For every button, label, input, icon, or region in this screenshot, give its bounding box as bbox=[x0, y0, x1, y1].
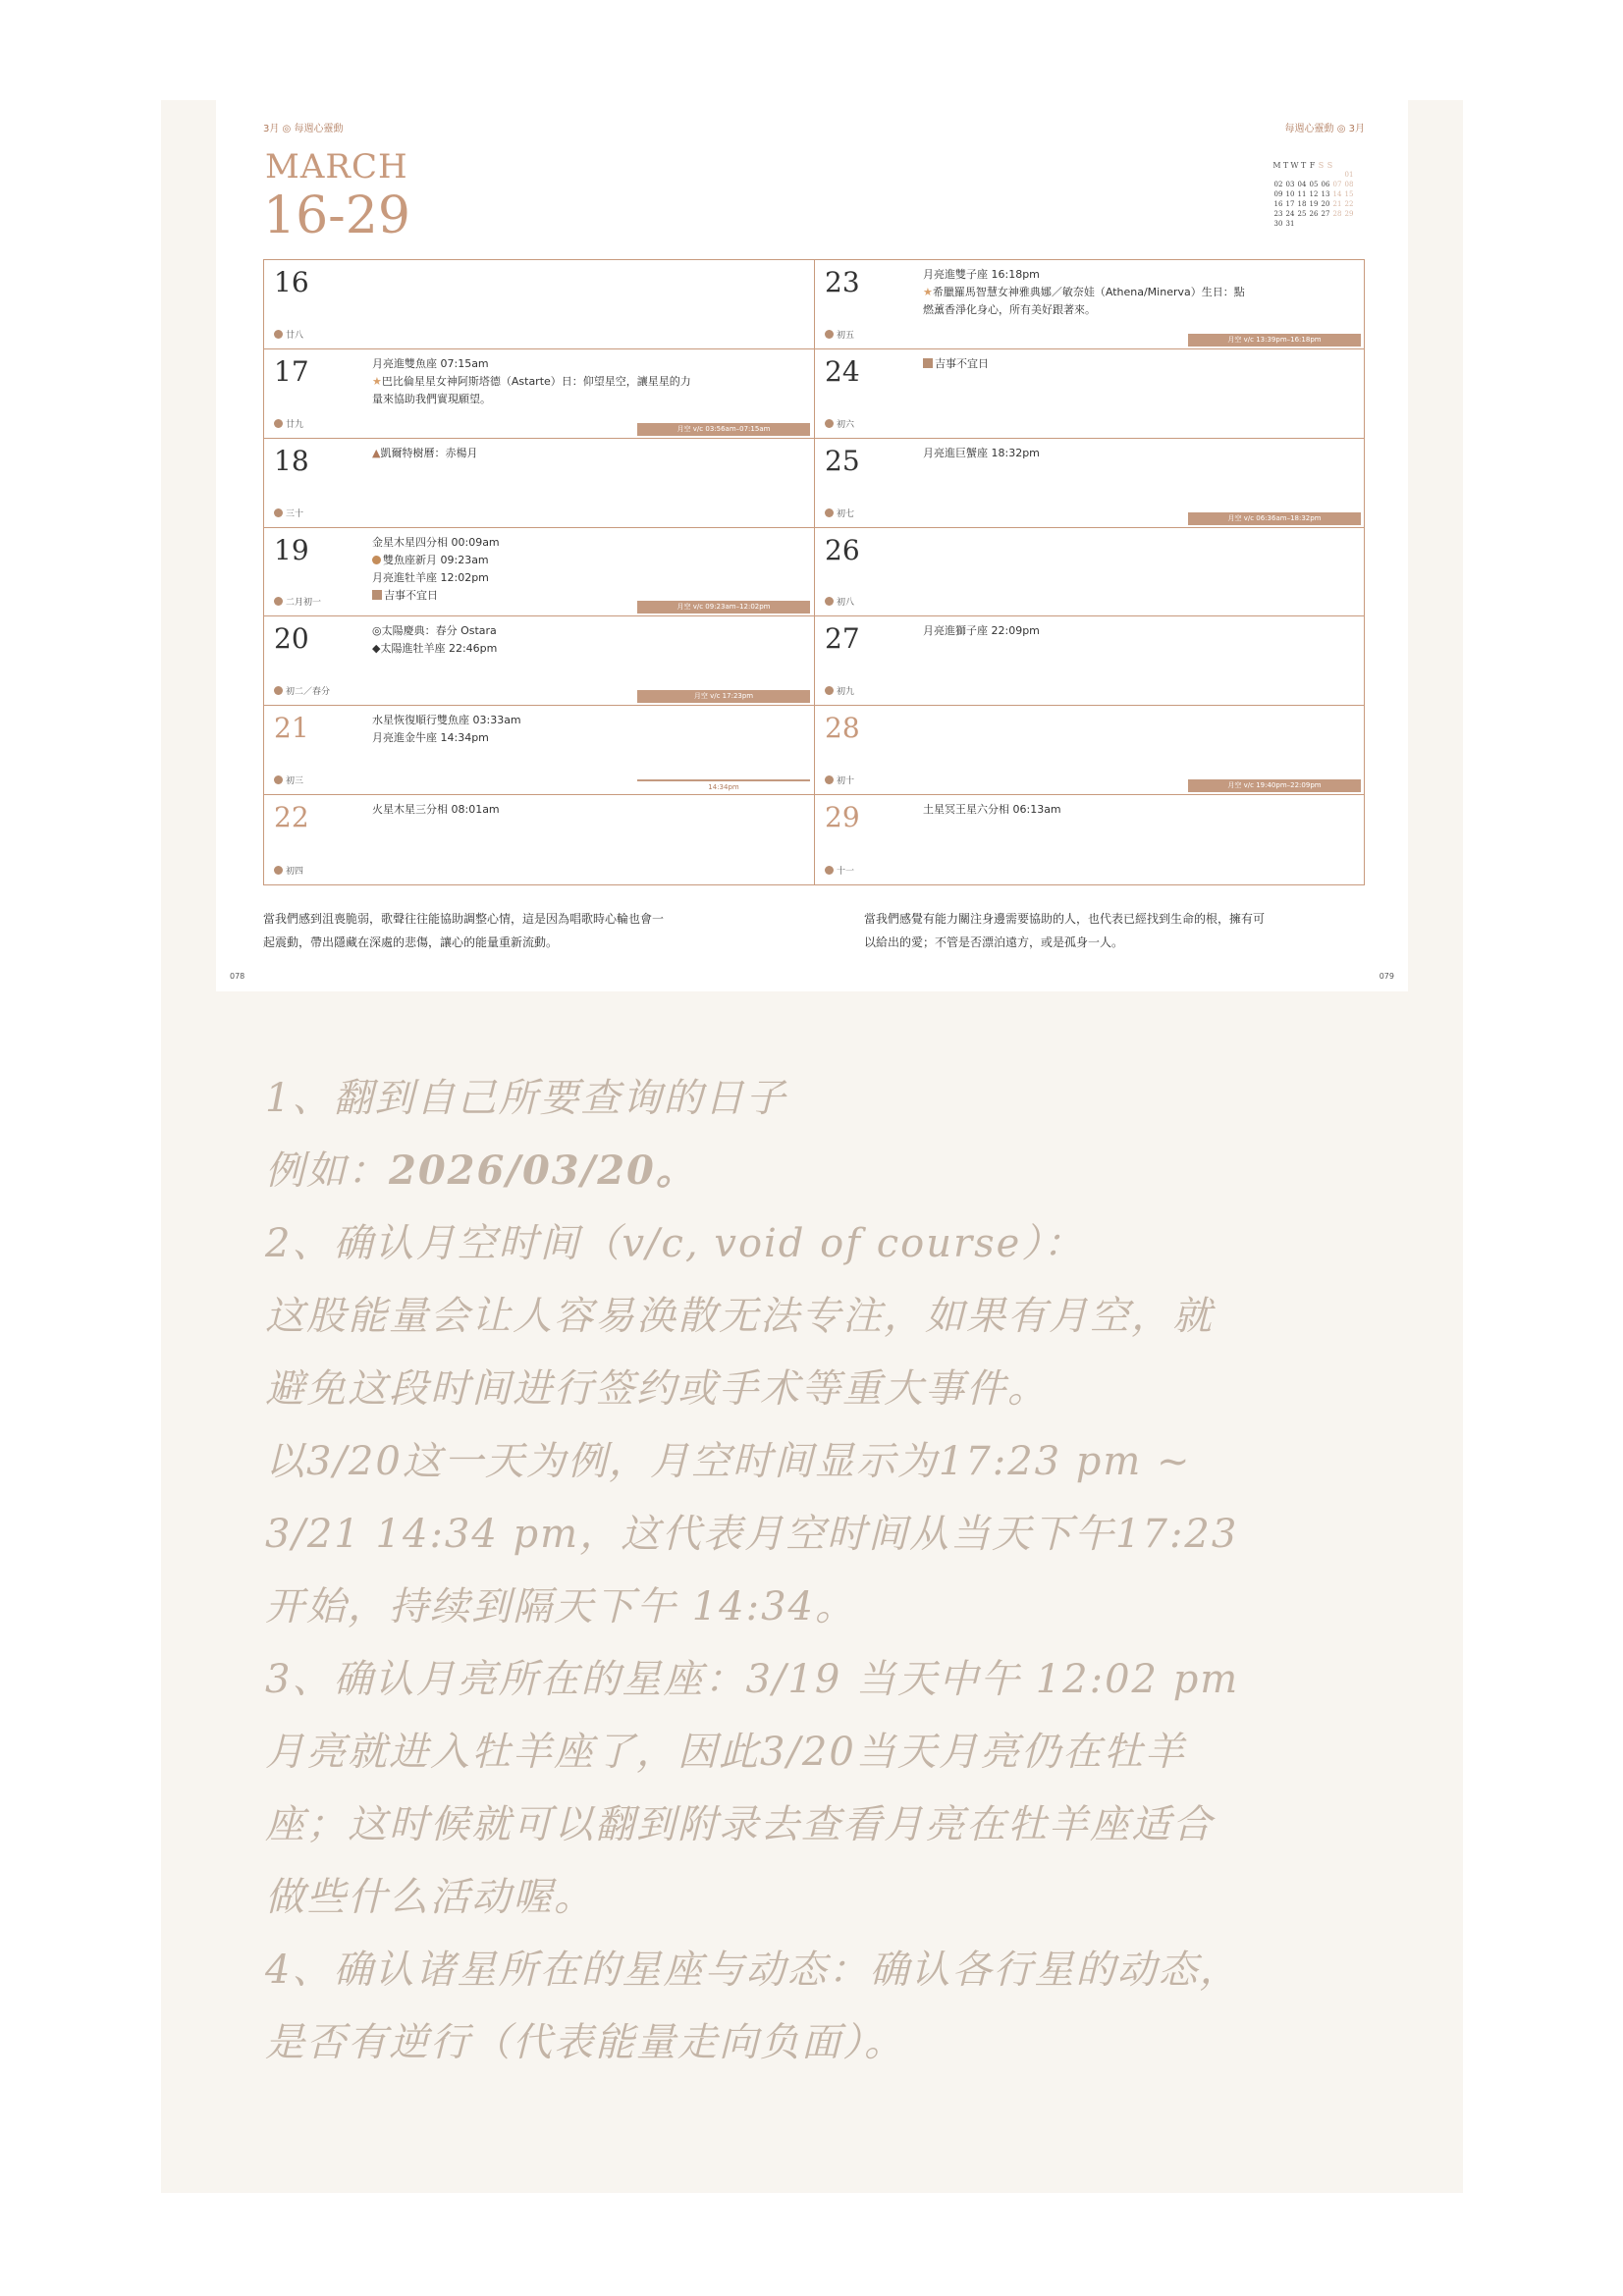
day-number: 26 bbox=[825, 533, 860, 566]
left-column bbox=[264, 260, 815, 884]
instruction-line: 1、翻到自己所要查询的日子 bbox=[265, 1076, 787, 1121]
lunar-label: 廿九 bbox=[286, 419, 304, 430]
event-line: 吉事不宜日 bbox=[372, 587, 784, 605]
lunar-date bbox=[825, 864, 854, 877]
event-list bbox=[372, 801, 784, 819]
instruction-line: 3/21 14:34 pm，这代表月空时间从当天下午17:23 bbox=[265, 1512, 1239, 1557]
mini-calendar-day: 05 bbox=[1309, 181, 1319, 188]
quote-left bbox=[263, 907, 664, 954]
lunar-date bbox=[825, 774, 854, 786]
mini-calendar-day: 17 bbox=[1285, 200, 1295, 208]
day-number: 19 bbox=[274, 533, 309, 566]
event-list bbox=[923, 355, 1335, 373]
instructions bbox=[265, 1062, 1375, 2079]
lunar-label: 初三 bbox=[286, 776, 304, 787]
event-line: ◎太陽慶典：春分 Ostara bbox=[372, 624, 497, 638]
week-grid bbox=[263, 259, 1365, 885]
example-prefix: 例如： bbox=[265, 1148, 389, 1194]
mini-calendar-day bbox=[1272, 170, 1284, 180]
day-number: 21 bbox=[274, 712, 309, 745]
mini-calendar-week bbox=[1272, 199, 1375, 209]
mini-calendar-day bbox=[1331, 170, 1343, 180]
instruction-line: 开始，持续到隔天下午 14:34。 bbox=[265, 1584, 856, 1629]
moon-phase-icon bbox=[825, 866, 834, 875]
event-line: 月亮進雙魚座 07:15am bbox=[372, 356, 489, 370]
moon-phase-icon bbox=[825, 419, 834, 428]
instruction-line: 以3/20这一天为例，月空时间显示为17:23 pm ~ bbox=[265, 1439, 1192, 1484]
weekday-label: M bbox=[1272, 161, 1281, 170]
moon-phase-icon bbox=[825, 330, 834, 339]
weekday-label: W bbox=[1290, 161, 1299, 170]
day-number: 18 bbox=[274, 444, 309, 477]
moon-phase-icon bbox=[825, 775, 834, 784]
day-cell-28 bbox=[815, 706, 1365, 795]
example-date: 2026/03/20。 bbox=[389, 1148, 697, 1194]
event-list bbox=[372, 622, 784, 658]
instruction-line: 月亮就进入牡羊座了，因此3/20当天月亮仍在牡羊 bbox=[265, 1730, 1186, 1775]
void-of-course-bar: 月空 v/c 19:40pm–22:09pm bbox=[1188, 779, 1361, 792]
lunar-label: 初七 bbox=[837, 508, 855, 519]
quote-left-line2: 起震動，帶出隱藏在深處的悲傷，讓心的能量重新流動。 bbox=[263, 935, 559, 949]
moon-phase-icon bbox=[825, 597, 834, 606]
weekday-label: F bbox=[1309, 161, 1316, 170]
lunar-label: 初九 bbox=[837, 687, 855, 698]
event-line: 量來協助我們實現願望。 bbox=[372, 392, 491, 405]
event-line: 雙魚座新月 09:23am bbox=[372, 552, 784, 569]
page-number-left: 078 bbox=[230, 972, 245, 981]
lunar-label: 二月初一 bbox=[286, 598, 322, 609]
mini-calendar-day: 09 bbox=[1273, 190, 1283, 198]
instruction-line: 避免这段时间进行签约或手术等重大事件。 bbox=[265, 1366, 1049, 1412]
moon-phase-icon bbox=[274, 686, 283, 695]
mini-calendar-day: 07 bbox=[1332, 181, 1342, 188]
lunar-date bbox=[825, 684, 854, 697]
event-line: 吉事不宜日 bbox=[923, 355, 1335, 373]
lunar-date bbox=[274, 684, 330, 697]
mini-calendar-day: 18 bbox=[1297, 200, 1307, 208]
mini-calendar-week bbox=[1272, 209, 1375, 219]
day-number: 20 bbox=[274, 622, 309, 656]
lunar-date bbox=[274, 507, 303, 519]
moon-phase-icon bbox=[274, 597, 283, 606]
event-line: ★希臘羅馬智慧女神雅典娜／敏奈娃（Athena/Minerva）生日：點 bbox=[923, 286, 1245, 298]
event-list bbox=[372, 445, 784, 462]
day-number: 24 bbox=[825, 354, 860, 388]
day-number: 28 bbox=[825, 712, 860, 745]
moon-phase-icon bbox=[274, 866, 283, 875]
page-number-right: 079 bbox=[1379, 972, 1394, 981]
event-line: 燃薰香淨化身心，所有美好跟著來。 bbox=[923, 303, 1096, 316]
lunar-date bbox=[274, 595, 321, 608]
mini-calendar-day: 16 bbox=[1273, 200, 1283, 208]
day-cell-16 bbox=[264, 260, 814, 349]
day-cell-25 bbox=[815, 439, 1365, 528]
event-line: ◆太陽進牡羊座 22:46pm bbox=[372, 642, 498, 656]
quote-right bbox=[864, 907, 1265, 954]
day-cell-29 bbox=[815, 795, 1365, 884]
lunar-date bbox=[825, 328, 854, 341]
mini-calendar-day: 23 bbox=[1273, 210, 1283, 218]
mini-calendar-day: 04 bbox=[1297, 181, 1307, 188]
event-list bbox=[372, 712, 784, 747]
event-line: 月亮進金牛座 14:34pm bbox=[372, 731, 489, 745]
mini-calendar-day: 10 bbox=[1285, 190, 1295, 198]
mini-calendar-day bbox=[1308, 170, 1320, 180]
day-cell-24 bbox=[815, 349, 1365, 439]
mini-calendar-day: 27 bbox=[1321, 210, 1330, 218]
mini-calendar-day bbox=[1296, 170, 1308, 180]
instruction-line: 做些什么活动喔。 bbox=[265, 1875, 595, 1920]
quote-left-line1: 當我們感到沮喪脆弱，歌聲往往能協助調整心情，這是因為唱歌時心輪也會一 bbox=[263, 912, 665, 926]
mini-calendar bbox=[1272, 161, 1375, 229]
lunar-date bbox=[274, 774, 303, 786]
void-of-course-bar: 14:34pm bbox=[637, 779, 810, 792]
event-line: 土星冥王星六分相 06:13am bbox=[923, 803, 1061, 817]
lunar-date bbox=[825, 417, 854, 430]
mini-calendar-day: 20 bbox=[1321, 200, 1330, 208]
day-number: 29 bbox=[825, 801, 860, 834]
mini-calendar-day: 02 bbox=[1273, 181, 1283, 188]
mini-calendar-week bbox=[1272, 180, 1375, 189]
weekday-label: T bbox=[1282, 161, 1289, 170]
event-line: ★巴比倫星星女神阿斯塔德（Astarte）日：仰望星空，讓星星的力 bbox=[372, 374, 691, 388]
lunar-date bbox=[274, 328, 303, 341]
mini-calendar-day: 15 bbox=[1344, 190, 1354, 198]
instruction-line: 3、确认月亮所在的星座：3/19 当天中午 12:02 pm bbox=[265, 1657, 1240, 1702]
void-of-course-bar: 月空 v/c 06:36am–18:32pm bbox=[1188, 512, 1361, 525]
instruction-line bbox=[265, 1135, 1375, 1207]
day-number: 22 bbox=[274, 801, 309, 834]
event-line: 月亮進雙子座 16:18pm bbox=[923, 268, 1040, 281]
mini-calendar-day: 14 bbox=[1332, 190, 1342, 198]
event-list bbox=[923, 266, 1335, 319]
instruction-line: 2、确认月空时间（v/c, void of course）： bbox=[265, 1221, 1085, 1266]
mini-calendar-day: 12 bbox=[1309, 190, 1319, 198]
weekday-label: S bbox=[1318, 161, 1325, 170]
moon-phase-icon bbox=[274, 508, 283, 517]
void-of-course-bar: 月空 v/c 03:56am–07:15am bbox=[637, 423, 810, 436]
mini-calendar-day: 08 bbox=[1344, 181, 1354, 188]
lunar-label: 廿八 bbox=[286, 330, 304, 341]
void-of-course-bar: 月空 v/c 17:23pm bbox=[637, 690, 810, 703]
weekday-label: T bbox=[1300, 161, 1307, 170]
event-list bbox=[923, 801, 1335, 819]
day-cell-21 bbox=[264, 706, 814, 795]
mini-calendar-day: 19 bbox=[1309, 200, 1319, 208]
lunar-label: 初五 bbox=[837, 330, 855, 341]
mini-calendar-day bbox=[1308, 219, 1320, 229]
quote-right-line2: 以給出的愛；不管是否漂泊遠方，或是孤身一人。 bbox=[864, 935, 1124, 949]
day-number: 17 bbox=[274, 354, 309, 388]
mini-calendar-day bbox=[1284, 170, 1296, 180]
day-cell-23 bbox=[815, 260, 1365, 349]
lunar-label: 初八 bbox=[837, 598, 855, 609]
mini-calendar-day bbox=[1343, 219, 1355, 229]
mini-calendar-day: 25 bbox=[1297, 210, 1307, 218]
right-column bbox=[815, 260, 1365, 884]
day-cell-19 bbox=[264, 528, 814, 617]
date-range: 16-29 bbox=[263, 187, 410, 245]
event-list bbox=[923, 445, 1335, 462]
lunar-date bbox=[274, 864, 303, 877]
day-number: 27 bbox=[825, 622, 860, 656]
header-left: 3月 ◎ 每週心靈動 bbox=[263, 124, 344, 134]
day-cell-18 bbox=[264, 439, 814, 528]
instruction-line: 这股能量会让人容易涣散无法专注，如果有月空，就 bbox=[265, 1294, 1214, 1339]
planner-page bbox=[216, 100, 1408, 991]
mini-calendar-weekdays bbox=[1272, 161, 1375, 170]
mini-calendar-day: 21 bbox=[1332, 200, 1342, 208]
day-number: 16 bbox=[274, 266, 309, 298]
mini-calendar-day bbox=[1331, 219, 1343, 229]
weekday-label: S bbox=[1326, 161, 1333, 170]
mini-calendar-day: 13 bbox=[1321, 190, 1330, 198]
mini-calendar-day: 24 bbox=[1285, 210, 1295, 218]
event-line: 火星木星三分相 08:01am bbox=[372, 803, 500, 817]
day-cell-27 bbox=[815, 616, 1365, 706]
day-cell-26 bbox=[815, 528, 1365, 617]
event-list bbox=[372, 534, 784, 605]
mini-calendar-week bbox=[1272, 219, 1375, 229]
instruction-line: 是否有逆行（代表能量走向负面）。 bbox=[265, 2020, 905, 2065]
moon-phase-icon bbox=[274, 419, 283, 428]
day-cell-17 bbox=[264, 349, 814, 439]
event-line: 水星恢復順行雙魚座 03:33am bbox=[372, 714, 521, 727]
void-of-course-bar: 月空 v/c 13:39pm–16:18pm bbox=[1188, 334, 1361, 347]
day-cell-20 bbox=[264, 616, 814, 706]
event-line: 月亮進牡羊座 12:02pm bbox=[372, 570, 489, 584]
mini-calendar-day: 26 bbox=[1309, 210, 1319, 218]
event-line: 月亮進巨蟹座 18:32pm bbox=[923, 446, 1040, 459]
lunar-label: 三十 bbox=[286, 508, 304, 519]
mini-calendar-day bbox=[1296, 219, 1308, 229]
mini-calendar-day bbox=[1320, 170, 1331, 180]
mini-calendar-day: 31 bbox=[1285, 220, 1295, 228]
mini-calendar-day bbox=[1320, 219, 1331, 229]
mini-calendar-week bbox=[1272, 170, 1375, 180]
mini-calendar-day: 01 bbox=[1344, 171, 1354, 179]
header-right: 每週心靈動 ◎ 3月 bbox=[1284, 124, 1365, 134]
moon-phase-icon bbox=[825, 686, 834, 695]
lunar-date bbox=[825, 507, 854, 519]
moon-phase-icon bbox=[825, 508, 834, 517]
event-line: 金星木星四分相 00:09am bbox=[372, 535, 500, 549]
month-title: MARCH bbox=[265, 147, 408, 187]
mini-calendar-day: 22 bbox=[1344, 200, 1354, 208]
mini-calendar-day: 28 bbox=[1332, 210, 1342, 218]
mini-calendar-day: 03 bbox=[1285, 181, 1295, 188]
lunar-date bbox=[825, 595, 854, 608]
lunar-date bbox=[274, 417, 303, 430]
mini-calendar-day: 11 bbox=[1297, 190, 1307, 198]
lunar-label: 初六 bbox=[837, 419, 855, 430]
quote-right-line1: 當我們感覺有能力關注身邊需要協助的人，也代表已經找到生命的根，擁有可 bbox=[864, 912, 1266, 926]
mini-calendar-week bbox=[1272, 189, 1375, 199]
event-list bbox=[372, 355, 784, 408]
lunar-label: 十一 bbox=[837, 866, 855, 877]
mini-calendar-day: 29 bbox=[1344, 210, 1354, 218]
day-number: 25 bbox=[825, 444, 860, 477]
moon-phase-icon bbox=[274, 775, 283, 784]
mini-calendar-day: 30 bbox=[1273, 220, 1283, 228]
mini-calendar-day: 06 bbox=[1321, 181, 1330, 188]
lunar-label: 初二／春分 bbox=[286, 687, 331, 698]
event-list bbox=[923, 622, 1335, 640]
void-of-course-bar: 月空 v/c 09:23am–12:02pm bbox=[637, 601, 810, 614]
lunar-label: 初四 bbox=[286, 866, 304, 877]
event-line: 月亮進獅子座 22:09pm bbox=[923, 624, 1040, 638]
instruction-line: 座；这时候就可以翻到附录去查看月亮在牡羊座适合 bbox=[265, 1802, 1214, 1847]
day-number: 23 bbox=[825, 266, 860, 298]
instruction-line: 4、确认诸星所在的星座与动态：确认各行星的动态， bbox=[265, 1948, 1241, 1993]
lunar-label: 初十 bbox=[837, 776, 855, 787]
event-line: ▲凱爾特樹曆：赤楊月 bbox=[372, 446, 478, 459]
day-cell-22 bbox=[264, 795, 814, 884]
moon-phase-icon bbox=[274, 330, 283, 339]
